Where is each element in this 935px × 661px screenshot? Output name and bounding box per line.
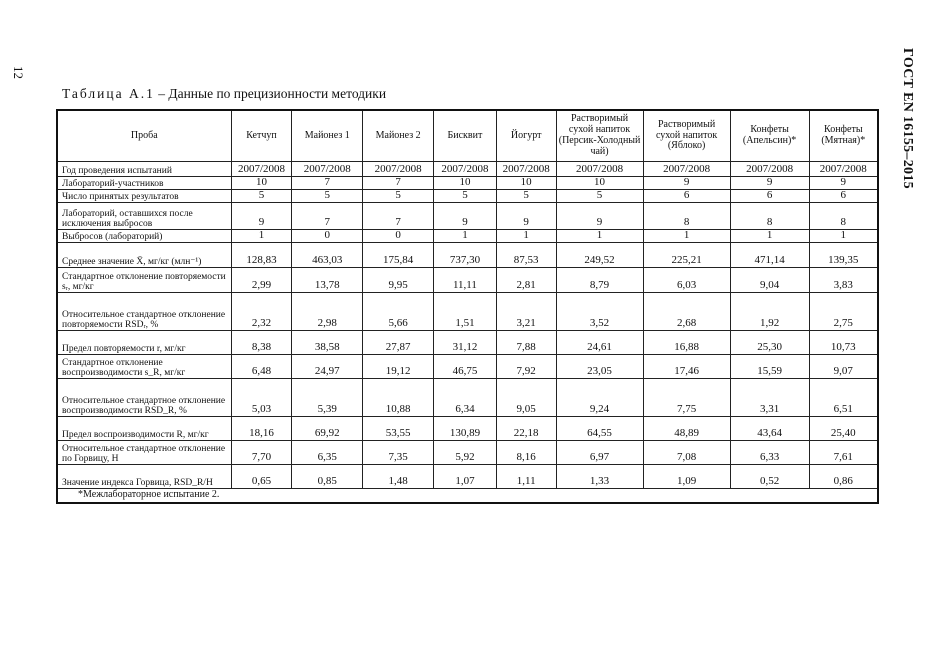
table-cell: 1	[556, 230, 643, 243]
row-label: Выбросов (лабораторий)	[57, 230, 231, 243]
table-cell: 1	[809, 230, 878, 243]
table-cell: 24,97	[292, 355, 363, 379]
table-cell: 463,03	[292, 243, 363, 268]
table-cell: 2,68	[643, 293, 730, 331]
table-row	[57, 465, 878, 489]
table-cell: 46,75	[434, 355, 497, 379]
table-cell: 471,14	[730, 243, 809, 268]
table-row	[57, 379, 878, 417]
column-header: Майонез 1	[292, 110, 363, 162]
table-cell: 3,21	[496, 293, 556, 331]
table-cell: 1,92	[730, 293, 809, 331]
table-cell: 10,88	[363, 379, 434, 417]
row-label: Относительное стандартное отклонение повторяемости RSDᵣ, %	[57, 293, 231, 331]
table-cell: 2007/2008	[292, 162, 363, 177]
table-cell: 5	[231, 190, 292, 203]
column-header: Бисквит	[434, 110, 497, 162]
table-cell: 9,07	[809, 355, 878, 379]
table-cell: 1,07	[434, 465, 497, 489]
table-cell: 0,52	[730, 465, 809, 489]
table-cell: 7,61	[809, 441, 878, 465]
row-label: Лабораторий-участников	[57, 177, 231, 190]
row-label: Число принятых результатов	[57, 190, 231, 203]
table-cell: 1	[231, 230, 292, 243]
table-cell: 2007/2008	[363, 162, 434, 177]
column-header: Конфеты (Апельсин)*	[730, 110, 809, 162]
table-cell: 5,39	[292, 379, 363, 417]
row-label: Относительное стандартное отклонение по Горвицу, H	[57, 441, 231, 465]
table-cell: 8,16	[496, 441, 556, 465]
table-cell: 1,09	[643, 465, 730, 489]
table-cell: 10,73	[809, 331, 878, 355]
standard-designation: ГОСТ EN 16155–2015	[900, 48, 915, 189]
table-row	[57, 203, 878, 230]
table-cell: 27,87	[363, 331, 434, 355]
row-label: Год проведения испытаний	[57, 162, 231, 177]
table-cell: 7,92	[496, 355, 556, 379]
table-cell: 24,61	[556, 331, 643, 355]
table-cell: 9,24	[556, 379, 643, 417]
table-cell: 16,88	[643, 331, 730, 355]
table-cell: 8,38	[231, 331, 292, 355]
table-cell: 2007/2008	[434, 162, 497, 177]
table-cell: 2007/2008	[231, 162, 292, 177]
table-cell: 9	[496, 203, 556, 230]
table-cell: 175,84	[363, 243, 434, 268]
table-cell: 1	[643, 230, 730, 243]
table-cell: 8	[643, 203, 730, 230]
table-cell: 2007/2008	[556, 162, 643, 177]
table-row	[57, 355, 878, 379]
table-cell: 87,53	[496, 243, 556, 268]
row-label: Среднее значение X̄, мг/кг (млн⁻¹)	[57, 243, 231, 268]
table-cell: 43,64	[730, 417, 809, 441]
table-cell: 10	[231, 177, 292, 190]
column-header: Растворимый сухой напиток (Яблоко)	[643, 110, 730, 162]
table-row	[57, 268, 878, 293]
table-cell: 6,97	[556, 441, 643, 465]
table-cell: 139,35	[809, 243, 878, 268]
table-row	[57, 331, 878, 355]
table-cell: 25,30	[730, 331, 809, 355]
column-header: Майонез 2	[363, 110, 434, 162]
table-cell: 2,98	[292, 293, 363, 331]
table-cell: 48,89	[643, 417, 730, 441]
table-cell: 6,35	[292, 441, 363, 465]
row-label: Стандартное отклонение повторяемости sᵣ, мг/кг	[57, 268, 231, 293]
table-cell: 9,95	[363, 268, 434, 293]
table-cell: 7	[292, 177, 363, 190]
table-cell: 13,78	[292, 268, 363, 293]
table-cell: 2007/2008	[809, 162, 878, 177]
table-row	[57, 293, 878, 331]
table-cell: 5,03	[231, 379, 292, 417]
table-cell: 7,70	[231, 441, 292, 465]
table-row	[57, 177, 878, 190]
table-cell: 5	[496, 190, 556, 203]
table-cell: 2,99	[231, 268, 292, 293]
table-cell: 6,33	[730, 441, 809, 465]
table-cell: 18,16	[231, 417, 292, 441]
row-label: Относительное стандартное отклонение воспроизводимости RSD_R, %	[57, 379, 231, 417]
table-cell: 7,88	[496, 331, 556, 355]
table-cell: 1,48	[363, 465, 434, 489]
row-label: Стандартное отклонение воспроизводимости s_R, мг/кг	[57, 355, 231, 379]
table-cell: 8	[809, 203, 878, 230]
table-cell: 3,52	[556, 293, 643, 331]
table-cell: 0,65	[231, 465, 292, 489]
row-label: Предел воспроизводимости R, мг/кг	[57, 417, 231, 441]
table-cell: 737,30	[434, 243, 497, 268]
table-cell: 7,75	[643, 379, 730, 417]
table-cell: 225,21	[643, 243, 730, 268]
table-cell: 1,51	[434, 293, 497, 331]
table-cell: 2007/2008	[730, 162, 809, 177]
table-cell: 5,92	[434, 441, 497, 465]
table-cell: 69,92	[292, 417, 363, 441]
table-cell: 249,52	[556, 243, 643, 268]
table-cell: 1,33	[556, 465, 643, 489]
table-cell: 9	[643, 177, 730, 190]
column-header-sample: Проба	[57, 110, 231, 162]
table-cell: 64,55	[556, 417, 643, 441]
table-cell: 22,18	[496, 417, 556, 441]
table-caption	[62, 86, 386, 102]
table-cell: 9	[231, 203, 292, 230]
table-header-row	[57, 110, 878, 162]
column-header: Йогурт	[496, 110, 556, 162]
table-cell: 8	[730, 203, 809, 230]
footnote-row	[57, 489, 878, 503]
table-cell: 5	[292, 190, 363, 203]
table-cell: 2007/2008	[496, 162, 556, 177]
table-cell: 6	[730, 190, 809, 203]
table-cell: 10	[496, 177, 556, 190]
table-cell: 9	[809, 177, 878, 190]
table-cell: 128,83	[231, 243, 292, 268]
precision-data-table	[56, 109, 879, 504]
table-cell: 31,12	[434, 331, 497, 355]
column-header: Растворимый сухой напиток (Персик-Холодный чай)	[556, 110, 643, 162]
table-cell: 5	[556, 190, 643, 203]
table-cell: 2007/2008	[643, 162, 730, 177]
table-cell: 2,81	[496, 268, 556, 293]
table-body	[57, 162, 878, 503]
table-cell: 6,03	[643, 268, 730, 293]
table-cell: 5	[363, 190, 434, 203]
table-cell: 2,75	[809, 293, 878, 331]
table-cell: 3,31	[730, 379, 809, 417]
table-cell: 6,51	[809, 379, 878, 417]
table-cell: 23,05	[556, 355, 643, 379]
table-cell: 9	[730, 177, 809, 190]
table-cell: 0	[363, 230, 434, 243]
table-row	[57, 162, 878, 177]
table-cell: 7	[363, 177, 434, 190]
table-row	[57, 441, 878, 465]
table-cell: 2,32	[231, 293, 292, 331]
table-cell: 0,86	[809, 465, 878, 489]
table-cell: 7	[363, 203, 434, 230]
table-footnote: *Межлабораторное испытание 2.	[57, 489, 878, 503]
table-cell: 9	[434, 203, 497, 230]
table-cell: 11,11	[434, 268, 497, 293]
table-cell: 53,55	[363, 417, 434, 441]
table-cell: 6	[643, 190, 730, 203]
table-row	[57, 417, 878, 441]
table-cell: 3,83	[809, 268, 878, 293]
page-number: 12	[11, 66, 26, 79]
table-cell: 6,48	[231, 355, 292, 379]
table-cell: 6,34	[434, 379, 497, 417]
column-header: Конфеты (Мятная)*	[809, 110, 878, 162]
table-cell: 5	[434, 190, 497, 203]
table-cell: 1,11	[496, 465, 556, 489]
row-label: Предел повторяемости r, мг/кг	[57, 331, 231, 355]
table-cell: 10	[556, 177, 643, 190]
table-cell: 7	[292, 203, 363, 230]
table-cell: 15,59	[730, 355, 809, 379]
table-cell: 1	[496, 230, 556, 243]
table-cell: 19,12	[363, 355, 434, 379]
table-row	[57, 190, 878, 203]
caption-text: – Данные по прецизионности методики	[154, 86, 387, 101]
table-cell: 7,08	[643, 441, 730, 465]
table-cell: 9,04	[730, 268, 809, 293]
column-header: Кетчуп	[231, 110, 292, 162]
table-cell: 5,66	[363, 293, 434, 331]
table-row	[57, 230, 878, 243]
table-cell: 7,35	[363, 441, 434, 465]
table-cell: 6	[809, 190, 878, 203]
table-cell: 0,85	[292, 465, 363, 489]
table-cell: 9	[556, 203, 643, 230]
row-label: Значение индекса Горвица, RSD_R/H	[57, 465, 231, 489]
caption-prefix: Таблица А.1	[62, 86, 155, 101]
table-cell: 130,89	[434, 417, 497, 441]
table-cell: 38,58	[292, 331, 363, 355]
table-cell: 17,46	[643, 355, 730, 379]
table-cell: 0	[292, 230, 363, 243]
table-cell: 9,05	[496, 379, 556, 417]
table-cell: 25,40	[809, 417, 878, 441]
table-cell: 10	[434, 177, 497, 190]
table-row	[57, 243, 878, 268]
table-cell: 1	[730, 230, 809, 243]
table-cell: 1	[434, 230, 497, 243]
table-cell: 8,79	[556, 268, 643, 293]
row-label: Лабораторий, оставшихся после исключения выбросов	[57, 203, 231, 230]
